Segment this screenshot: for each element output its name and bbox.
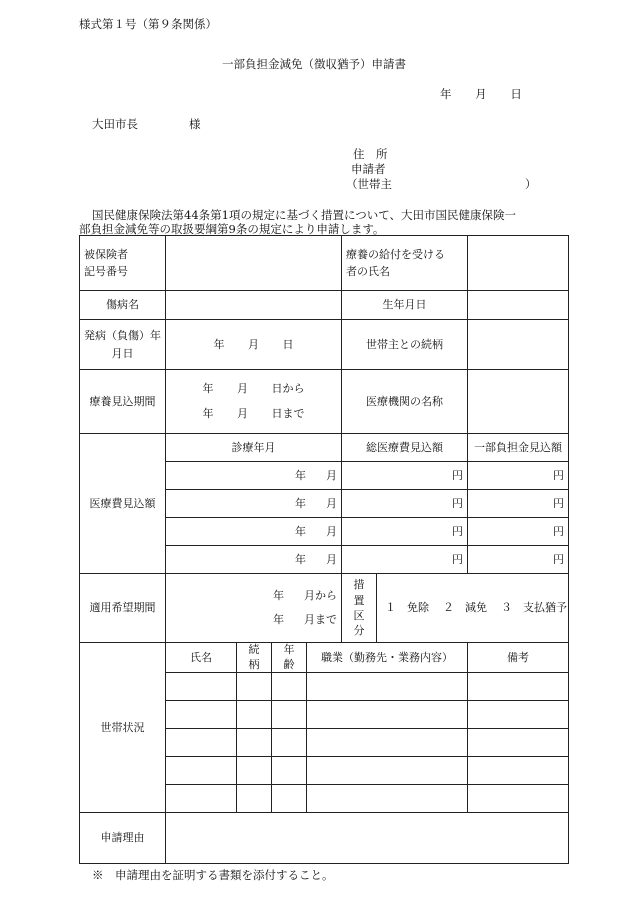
row-disease bbox=[80, 291, 569, 320]
form-number: 様式第１号（第９条関係） bbox=[79, 17, 217, 31]
household-label: 世帯状況 bbox=[80, 643, 166, 813]
reason-input[interactable] bbox=[166, 813, 569, 864]
row-household-header bbox=[80, 643, 569, 673]
household-remarks-input[interactable] bbox=[468, 701, 569, 729]
applicant-label: 申請者 bbox=[351, 162, 386, 176]
household-remarks-input[interactable] bbox=[468, 729, 569, 757]
measure-options bbox=[377, 574, 568, 642]
household-header-remarks: 備考 bbox=[468, 643, 569, 673]
birth-date-input[interactable] bbox=[468, 291, 569, 320]
household-name-input[interactable] bbox=[166, 673, 237, 701]
row-onset bbox=[80, 320, 569, 370]
household-relation-input[interactable] bbox=[237, 785, 272, 813]
measure-option-deferral[interactable]: ３ 支払猶予 bbox=[501, 601, 567, 615]
household-name-input[interactable] bbox=[166, 785, 237, 813]
household-age-input[interactable] bbox=[272, 701, 307, 729]
intro-line-1: 国民健康保険法第44条第1項の規定に基づく措置について、大田市国民健康保険一 bbox=[92, 208, 516, 222]
institution-label: 医療機関の名称 bbox=[342, 370, 468, 434]
household-head-close: ） bbox=[525, 177, 537, 191]
row-insured-number bbox=[80, 236, 569, 291]
disease-name-input[interactable] bbox=[166, 291, 342, 320]
addressee-honorific: 様 bbox=[189, 117, 201, 131]
page-title: 一部負担金減免（徴収猶予）申請書 bbox=[222, 57, 406, 71]
birth-date-label: 生年月日 bbox=[342, 291, 468, 320]
household-relation-input[interactable] bbox=[237, 729, 272, 757]
household-relation-input[interactable] bbox=[237, 701, 272, 729]
recipient-name-input[interactable] bbox=[468, 236, 569, 291]
insured-number-label: 被保険者記号番号 bbox=[80, 236, 166, 291]
onset-day: 日 bbox=[282, 337, 294, 351]
cost-month-input[interactable]: 年 月 bbox=[166, 462, 342, 490]
household-header-age: 年齢 bbox=[272, 643, 307, 673]
cost-copay-input[interactable]: 円 bbox=[468, 546, 569, 574]
measure-option-reduction[interactable]: ２ 減免 bbox=[443, 601, 487, 615]
apply-period-input[interactable] bbox=[166, 574, 342, 643]
reason-label: 申請理由 bbox=[80, 813, 166, 864]
date-month-label: 月 bbox=[475, 87, 487, 101]
household-remarks-input[interactable] bbox=[468, 785, 569, 813]
cost-total-input[interactable]: 円 bbox=[342, 462, 468, 490]
household-header-relation: 続柄 bbox=[237, 643, 272, 673]
recipient-name-label: 療養の給付を受ける者の氏名 bbox=[342, 236, 468, 291]
household-age-input[interactable] bbox=[272, 785, 307, 813]
relation-input[interactable] bbox=[468, 320, 569, 370]
apply-to: 年 月まで bbox=[273, 613, 337, 626]
apply-from: 年 月から bbox=[273, 588, 337, 602]
cost-total-input[interactable]: 円 bbox=[342, 490, 468, 518]
household-remarks-input[interactable] bbox=[468, 757, 569, 785]
household-remarks-input[interactable] bbox=[468, 673, 569, 701]
household-name-input[interactable] bbox=[166, 729, 237, 757]
cost-header-total: 総医療費見込額 bbox=[342, 434, 468, 462]
row-cost-header bbox=[80, 434, 569, 462]
cost-copay-input[interactable]: 円 bbox=[468, 490, 569, 518]
onset-year: 年 bbox=[213, 337, 225, 351]
cost-header-month: 診療年月 bbox=[166, 434, 342, 462]
onset-date-input[interactable] bbox=[166, 320, 342, 370]
household-relation-input[interactable] bbox=[237, 757, 272, 785]
date-day-label: 日 bbox=[510, 87, 522, 101]
treatment-to: 年 月 日まで bbox=[202, 406, 305, 420]
application-date bbox=[440, 86, 522, 102]
household-occupation-input[interactable] bbox=[307, 729, 468, 757]
cost-month-input[interactable]: 年 月 bbox=[166, 546, 342, 574]
address-label: 住 所 bbox=[353, 147, 388, 161]
cost-header-copay: 一部負担金見込額 bbox=[468, 434, 569, 462]
onset-month: 月 bbox=[248, 337, 259, 351]
cost-total-input[interactable]: 円 bbox=[342, 546, 468, 574]
cost-month-input[interactable]: 年 月 bbox=[166, 490, 342, 518]
row-treatment-period bbox=[80, 370, 569, 434]
household-occupation-input[interactable] bbox=[307, 785, 468, 813]
institution-input[interactable] bbox=[468, 370, 569, 434]
household-occupation-input[interactable] bbox=[307, 757, 468, 785]
row-reason bbox=[80, 813, 569, 864]
treatment-from: 年 月 日から bbox=[202, 382, 305, 396]
treatment-period-input[interactable] bbox=[166, 370, 342, 434]
date-year-label: 年 bbox=[440, 87, 452, 101]
household-relation-input[interactable] bbox=[237, 673, 272, 701]
apply-period-label: 適用希望期間 bbox=[80, 574, 166, 643]
household-head-label: （世帯主 bbox=[346, 177, 392, 191]
footnote: ※ 申請理由を証明する書類を添付すること。 bbox=[92, 868, 334, 882]
household-age-input[interactable] bbox=[272, 729, 307, 757]
disease-name-label: 傷病名 bbox=[80, 291, 166, 320]
household-age-input[interactable] bbox=[272, 757, 307, 785]
row-apply-period bbox=[80, 574, 569, 643]
measure-option-exemption[interactable]: １ 免除 bbox=[385, 601, 429, 615]
measure-cell bbox=[342, 574, 569, 643]
onset-date-label: 発病（負傷）年月日 bbox=[80, 320, 166, 370]
household-header-occupation: 職業（勤務先・業務内容） bbox=[307, 643, 468, 673]
medical-cost-label: 医療費見込額 bbox=[80, 434, 166, 574]
measure-label: 措 置 区 分 bbox=[342, 574, 377, 642]
cost-month-input[interactable]: 年 月 bbox=[166, 518, 342, 546]
treatment-period-label: 療養見込期間 bbox=[80, 370, 166, 434]
relation-label: 世帯主との続柄 bbox=[342, 320, 468, 370]
intro-line-2: 部負担金減免等の取扱要綱第9条の規定により申請します。 bbox=[79, 222, 385, 236]
application-form-table bbox=[79, 235, 569, 864]
cost-total-input[interactable]: 円 bbox=[342, 518, 468, 546]
household-occupation-input[interactable] bbox=[307, 673, 468, 701]
household-header-name: 氏名 bbox=[166, 643, 237, 673]
addressee-name: 大田市長 bbox=[92, 117, 138, 131]
household-name-input[interactable] bbox=[166, 701, 237, 729]
household-occupation-input[interactable] bbox=[307, 701, 468, 729]
cost-copay-input[interactable]: 円 bbox=[468, 518, 569, 546]
cost-copay-input[interactable]: 円 bbox=[468, 462, 569, 490]
household-name-input[interactable] bbox=[166, 757, 237, 785]
household-age-input[interactable] bbox=[272, 673, 307, 701]
insured-number-input[interactable] bbox=[166, 236, 342, 291]
